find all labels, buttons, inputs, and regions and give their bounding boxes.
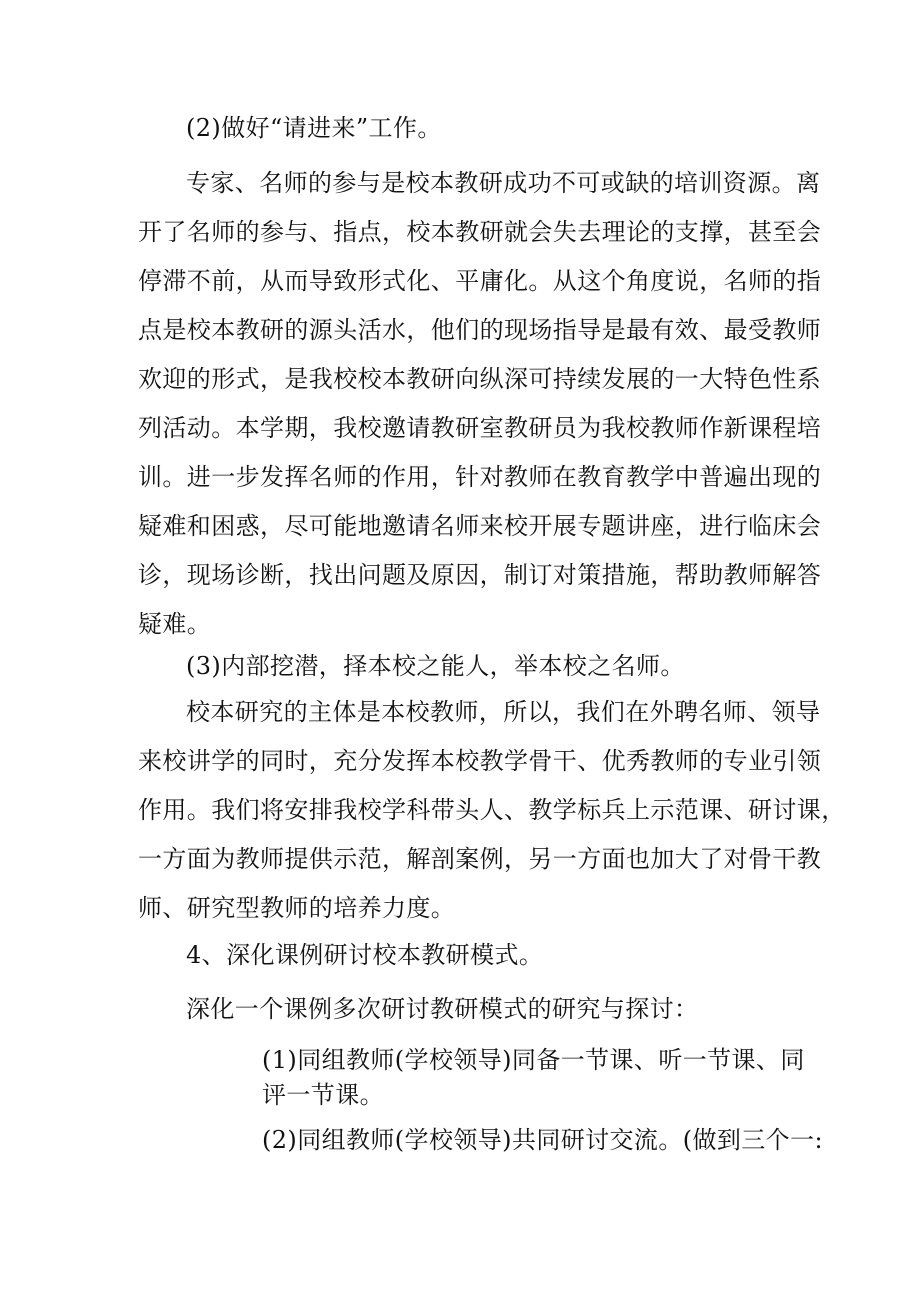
paragraph-line: 一方面为教师提供示范，解剖案例，另一方面也加大了对骨干教 — [138, 845, 822, 873]
sub-item-line: (2)同组教师(学校领导)共同研讨交流。(做到三个一: — [262, 1126, 823, 1154]
paragraph-line: 疑难。 — [138, 610, 212, 638]
section-heading-4 — [186, 931, 543, 980]
paragraph-line: 开了名师的参与、指点，校本教研就会失去理论的支撑，甚至会 — [138, 218, 822, 246]
section-heading-2 — [186, 104, 442, 153]
paragraph-line: 诊，现场诊断，找出问题及原因，制订对策措施，帮助教师解答 — [138, 561, 822, 589]
sub-item-2 — [262, 1116, 823, 1165]
paragraph-line: 师、研究型教师的培养力度。 — [138, 894, 456, 922]
paragraph-line: 欢迎的形式，是我校校本教研向纵深可持续发展的一大特色性系 — [138, 365, 822, 393]
intro-text: 深化一个课例多次研讨教研模式的研究与探讨： — [186, 995, 699, 1023]
sub-item-line: (1)同组教师(学校领导)同备一节课、听一节课、同 — [262, 1046, 805, 1074]
heading-text: (2)做好“请进来”工作。 — [186, 114, 442, 142]
paragraph-line: 列活动。本学期，我校邀请教研室教研员为我校教师作新课程培 — [138, 414, 822, 442]
paragraph-line: 停滞不前，从而导致形式化、平庸化。从这个角度说，名师的指 — [138, 267, 822, 295]
paragraph-2 — [138, 688, 846, 933]
paragraph-1 — [138, 159, 821, 649]
paragraph-line: 来校讲学的同时，充分发挥本校教学骨干、优秀教师的专业引领 — [138, 747, 822, 775]
sub-item-1 — [262, 1043, 805, 1113]
sub-item-line: 评一节课。 — [262, 1081, 384, 1109]
paragraph-line: 作用。我们将安排我校学科带头人、教学标兵上示范课、研讨课， — [138, 796, 846, 824]
section-heading-3 — [186, 642, 685, 691]
paragraph-line: 专家、名师的参与是校本教研成功不可或缺的培训资源。离 — [186, 169, 821, 197]
intro-line — [186, 985, 698, 1034]
paragraph-line: 训。进一步发挥名师的作用，针对教师在教育教学中普遍出现的 — [138, 463, 822, 491]
paragraph-line: 点是校本教研的源头活水，他们的现场指导是最有效、最受教师 — [138, 316, 822, 344]
heading-text: 4、深化课例研讨校本教研模式。 — [186, 941, 544, 969]
heading-text: (3)内部挖潜，择本校之能人，举本校之名师。 — [186, 652, 685, 680]
paragraph-line: 疑难和困惑，尽可能地邀请名师来校开展专题讲座，进行临床会 — [138, 512, 822, 540]
paragraph-line: 校本研究的主体是本校教师，所以，我们在外聘名师、领导 — [186, 698, 821, 726]
